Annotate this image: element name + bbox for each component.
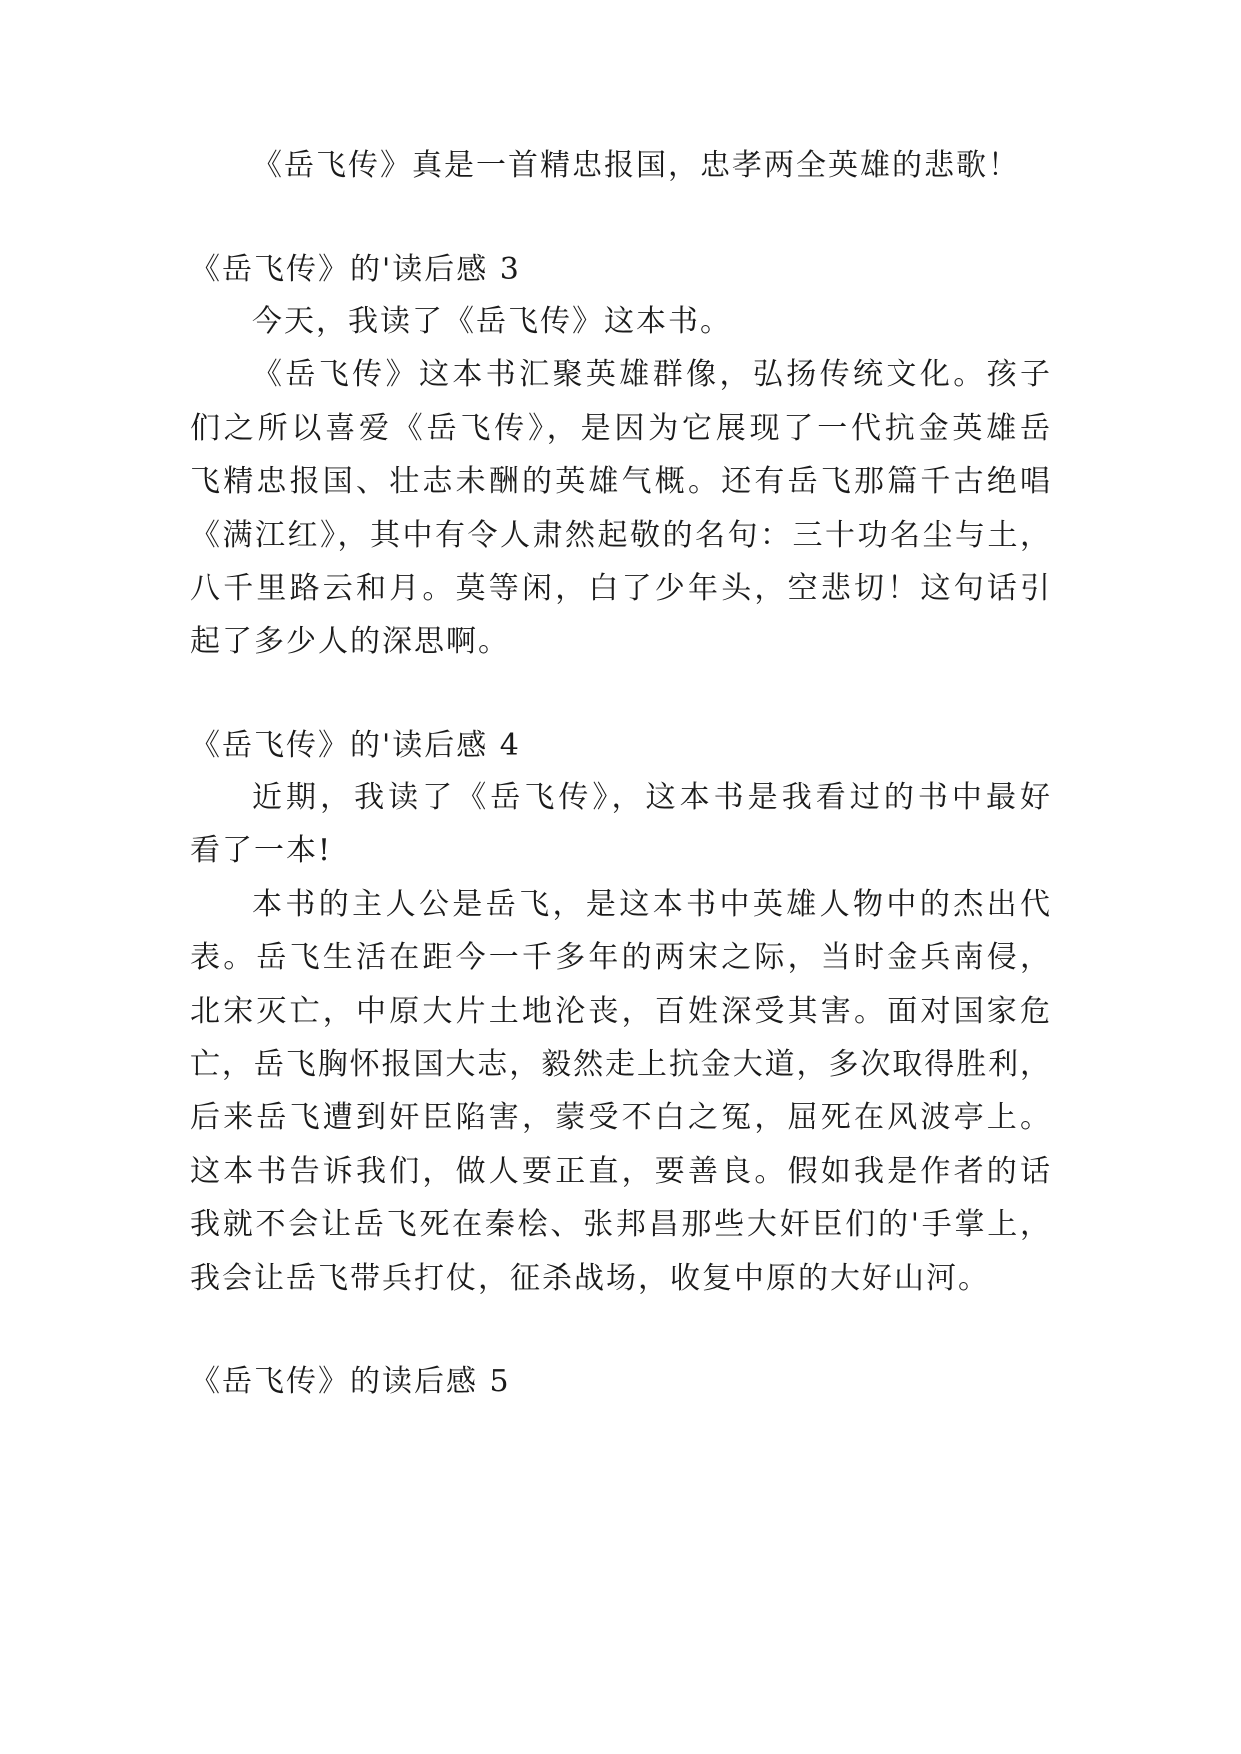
paragraph-line: 我就不会让岳飞死在秦桧、张邦昌那些大奸臣们的'手掌上， bbox=[190, 1207, 1050, 1242]
paragraph-line: 《满江红》，其中有令人肃然起敬的名句：三十功名尘与土， bbox=[190, 518, 1050, 553]
paragraph-line: 近期，我读了《岳飞传》，这本书是我看过的书中最好 bbox=[252, 780, 1050, 815]
paragraph-line: 今天，我读了《岳飞传》这本书。 bbox=[252, 304, 732, 339]
paragraph-line: 表。岳飞生活在距今一千多年的两宋之际，当时金兵南侵， bbox=[190, 940, 1050, 975]
section-heading: 《岳飞传》的'读后感 3 bbox=[190, 252, 521, 287]
intro-line: 《岳飞传》真是一首精忠报国，忠孝两全英雄的悲歌！ bbox=[252, 148, 1020, 183]
paragraph-line: 本书的主人公是岳飞，是这本书中英雄人物中的杰出代 bbox=[252, 887, 1050, 922]
paragraph-line: 亡，岳飞胸怀报国大志，毅然走上抗金大道，多次取得胜利， bbox=[190, 1047, 1050, 1082]
paragraph-line: 们之所以喜爱《岳飞传》，是因为它展现了一代抗金英雄岳 bbox=[190, 411, 1050, 446]
paragraph-line: 我会让岳飞带兵打仗，征杀战场，收复中原的大好山河。 bbox=[190, 1261, 990, 1296]
paragraph-line: 后来岳飞遭到奸臣陷害，蒙受不白之冤，屈死在风波亭上。 bbox=[190, 1100, 1050, 1135]
section-heading: 《岳飞传》的'读后感 4 bbox=[190, 728, 521, 763]
paragraph-line: 起了多少人的深思啊。 bbox=[190, 624, 510, 659]
paragraph-line: 《岳飞传》这本书汇聚英雄群像，弘扬传统文化。孩子 bbox=[252, 357, 1050, 392]
paragraph-line: 看了一本! bbox=[190, 833, 333, 868]
paragraph-line: 这本书告诉我们，做人要正直，要善良。假如我是作者的话 bbox=[190, 1154, 1050, 1189]
paragraph-line: 八千里路云和月。莫等闲，白了少年头，空悲切！这句话引 bbox=[190, 571, 1050, 606]
paragraph-line: 北宋灭亡，中原大片土地沦丧，百姓深受其害。面对国家危 bbox=[190, 994, 1050, 1029]
paragraph-line: 飞精忠报国、壮志未酬的英雄气概。还有岳飞那篇千古绝唱 bbox=[190, 464, 1050, 499]
section-heading: 《岳飞传》的读后感 5 bbox=[190, 1364, 511, 1399]
